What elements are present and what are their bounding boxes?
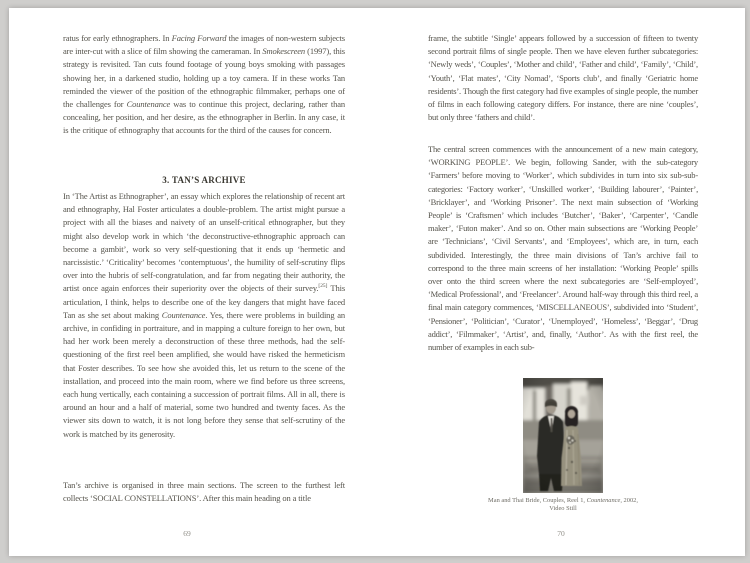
page-number-right: 70 (557, 529, 565, 538)
book-spread (9, 8, 745, 556)
figure (480, 378, 646, 513)
figure-caption: Man and Thai Bride, Couples, Reel 1, Countenance, 2002, Video Still (488, 497, 638, 512)
page-right (9, 8, 745, 556)
video-still-photo (523, 378, 603, 493)
right-page-paragraph-1: frame, the subtitle ‘Single’ appears followed by a succession of fifteen to twenty second portrait films of single people. Then we have eleven further subcategories: ‘Newly weds’, ‘Couples’, ‘Mother and child’, ‘Father and child’, ‘Family’, ‘Child’, ‘Youth’, ‘Flat mates’, ‘City Nomad’, ‘Sports club’, and finally ‘Geriatric home residents’. Though the first category had five examples of single people, the number of films in each following category differs. For instance, there are nine ‘couples’, but only three ‘fathers and child’. (428, 33, 698, 123)
section-heading: 3. TAN’S ARCHIVE (162, 175, 246, 185)
right-page-paragraph-2: The central screen commences with the announcement of a new main category, ‘WORKING PEOPLE’. We begin, following Sander, with the sub-category ‘Farmers’ before moving to ‘Worker’, which subdivides in turn into six sub-sub-categories: ‘Factory worker’, ‘Unskilled worker’, ‘Building labourer’, ‘Painter’, ‘Bricklayer’, and ‘Working Prisoner’. The next main subsection of ‘Working People’ is ‘Craftsmen’ which includes ‘Butcher’, ‘Baker’, ‘Carpenter’, ‘Candle maker’, ‘Futon maker’. And so on. Other main subsections are ‘Working People’ are ‘Technicians’, ‘Civil Servants’, and ‘Employees’, which are, in turn, each subdivided. Interestingly, the three main divisions of Tan’s archive fail to correspond to the three main screens of her installation: ‘Working People’ spills over onto the third screen where the next subcategories are ‘Self-employed’, ‘Medical Professional’, and ‘Freelancer’. Around half-way through this third reel, a final main category commences, ‘MISCELLANEOUS’, subdivided into ‘Student’, ‘Pensioner’, ‘Politician’, ‘Curator’, ‘Unemployed’, ‘Homeless’, ‘Beggar’, ‘Drug addict’, ‘Filmmaker’, ‘Artist’, and, finally, ‘Author’. As with the first reel, the number of examples in each sub- (428, 144, 698, 353)
left-page-paragraph-2: In ‘The Artist as Ethnographer’, an essay which explores the relationship of recent art and ethnography, Hal Foster articulates a double-problem. The artist might pursue a project with all the biases and naivety of an unself-critical ethnographer, but they might also develop work in which ‘the deconstructive-ethnographic approach can become a gambit’, work so very self-questioning that it ends up ‘hermetic and narcissistic.’ ‘Criticality’ becomes ‘contemptuous’, the humility of self-scrutiny flips over into the hubris of self-congratulation, and far from negating their authority, the artist once again enforces their superiority over the objects of their survey.[25] This articulation, I think, helps to describe one of the key dangers that might have faced Tan as she set about making Countenance. Yes, there were problems in building an archive, in confiding in portraiture, and in mapping a culture foreign to her own, but had her work been merely a deconstruction of these three methods, had the self-questioning of the first reel been amplified, she would have risked the hermeticism that Foster describes. To see how she avoided this, let us return to the scene of the installation, and proceed into the main room, where we find before us three screens, each hung vertically, each containing a succession of portrait films. All in all, there is around an hour and a half of material, some two hundred and twenty faces. As the viewer sits down to watch, it is not long before they sense that self-scrutiny of the work is matched by its generosity. (63, 191, 346, 439)
left-page-paragraph-3: Tan’s archive is organised in three main sections. The screen to the furthest left collects ‘SOCIAL CONSTELLATIONS’. After this main heading on a title (63, 480, 345, 504)
left-page-paragraph-1: ratus for early ethnographers. In Facing Forward the images of non-western subjects are inter-cut with a slice of film showing the cameraman. In Smokescreen (1997), this strategy is revisited. Tan cuts found footage of young boys smoking with passages showing her, in a darkened studio, holding up a toy camera. If in these works Tan reminded the viewer of the position of the ethnographic filmmaker, perhaps one of the challenges for Countenance was to continue this project, declaring, rather than concealing, her position, and her desire, as the ethnographer in Berlin. In any case, it is the critique of ethnography that accounts for the third of the causes for concern. (63, 33, 346, 136)
page-number-left: 69 (183, 529, 191, 538)
